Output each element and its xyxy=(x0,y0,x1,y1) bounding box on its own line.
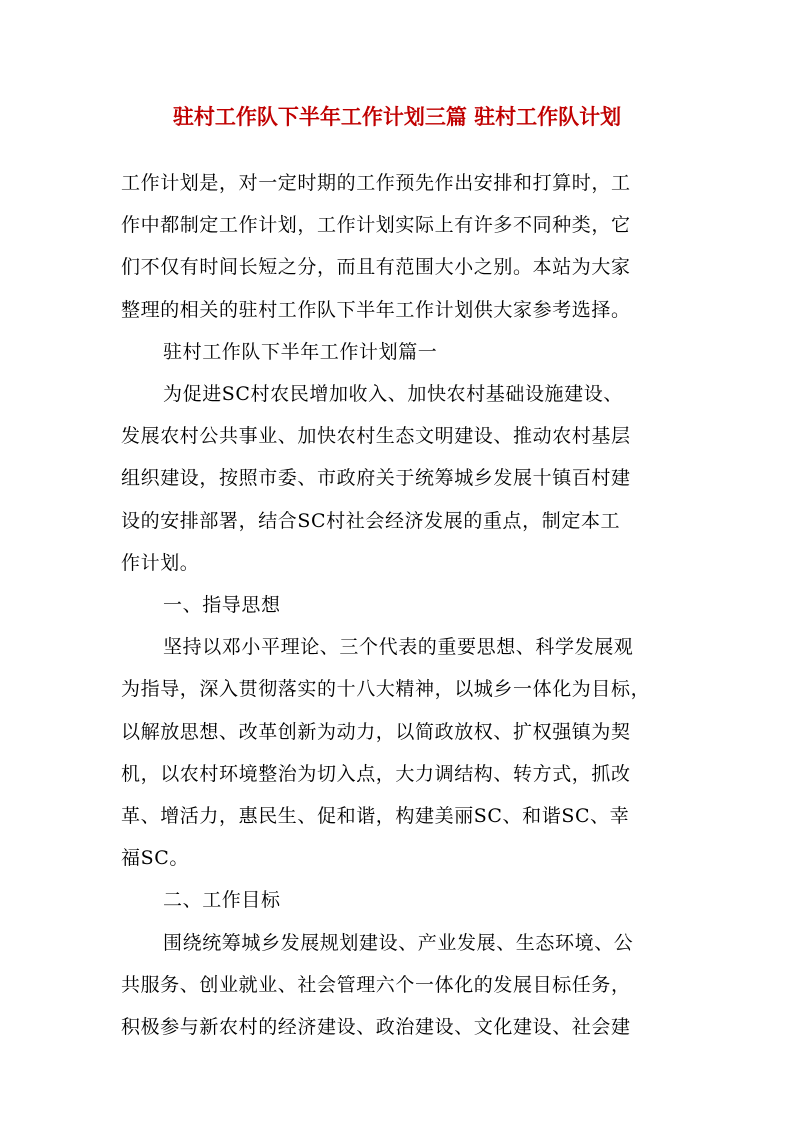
body-line: 机，以农村环境整治为切入点，大力调结构、转方式，抓改 xyxy=(121,762,631,785)
body-line: 发展农村公共事业、加快农村生态文明建设、推动农村基层 xyxy=(121,425,631,448)
body-line: 积极参与新农村的经济建设、政治建设、文化建设、社会建 xyxy=(121,1016,631,1039)
body-line: 作计划。 xyxy=(121,551,200,574)
body-line: 共服务、创业就业、社会管理六个一体化的发展目标任务， xyxy=(121,973,631,996)
body-line: 组织建设，按照市委、市政府关于统筹城乡发展十镇百村建 xyxy=(121,467,631,490)
body-line: 作中都制定工作计划，工作计划实际上有许多不同种类，它 xyxy=(121,214,631,237)
body-line: 为促进SC村农民增加收入、加快农村基础设施建设、 xyxy=(163,383,623,406)
section-heading: 驻村工作队下半年工作计划篇一 xyxy=(163,340,438,363)
body-line: 围绕统筹城乡发展规划建设、产业发展、生态环境、公 xyxy=(163,931,634,954)
section-heading: 一、指导思想 xyxy=(163,594,281,617)
body-line: 坚持以邓小平理论、三个代表的重要思想、科学发展观 xyxy=(163,636,634,659)
body-line: 们不仅有时间长短之分，而且有范围大小之别。本站为大家 xyxy=(121,256,631,279)
body-line: 为指导，深入贯彻落实的十八大精神，以城乡一体化为目标， xyxy=(121,678,651,701)
body-line: 工作计划是，对一定时期的工作预先作出安排和打算时，工 xyxy=(121,172,631,194)
document-title: 驻村工作队下半年工作计划三篇 驻村工作队计划 xyxy=(172,104,622,129)
body-line: 整理的相关的驻村工作队下半年工作计划供大家参考选择。 xyxy=(121,298,631,321)
section-heading: 二、工作目标 xyxy=(163,889,281,912)
document-body xyxy=(121,162,681,1048)
body-line: 福SC。 xyxy=(121,847,189,870)
body-line: 革、增活力，惠民生、促和谐，构建美丽SC、和谐SC、幸 xyxy=(121,805,630,828)
body-line: 以解放思想、改革创新为动力，以简政放权、扩权强镇为契 xyxy=(121,720,631,743)
body-line: 设的安排部署，结合SC村社会经济发展的重点，制定本工 xyxy=(121,509,621,532)
